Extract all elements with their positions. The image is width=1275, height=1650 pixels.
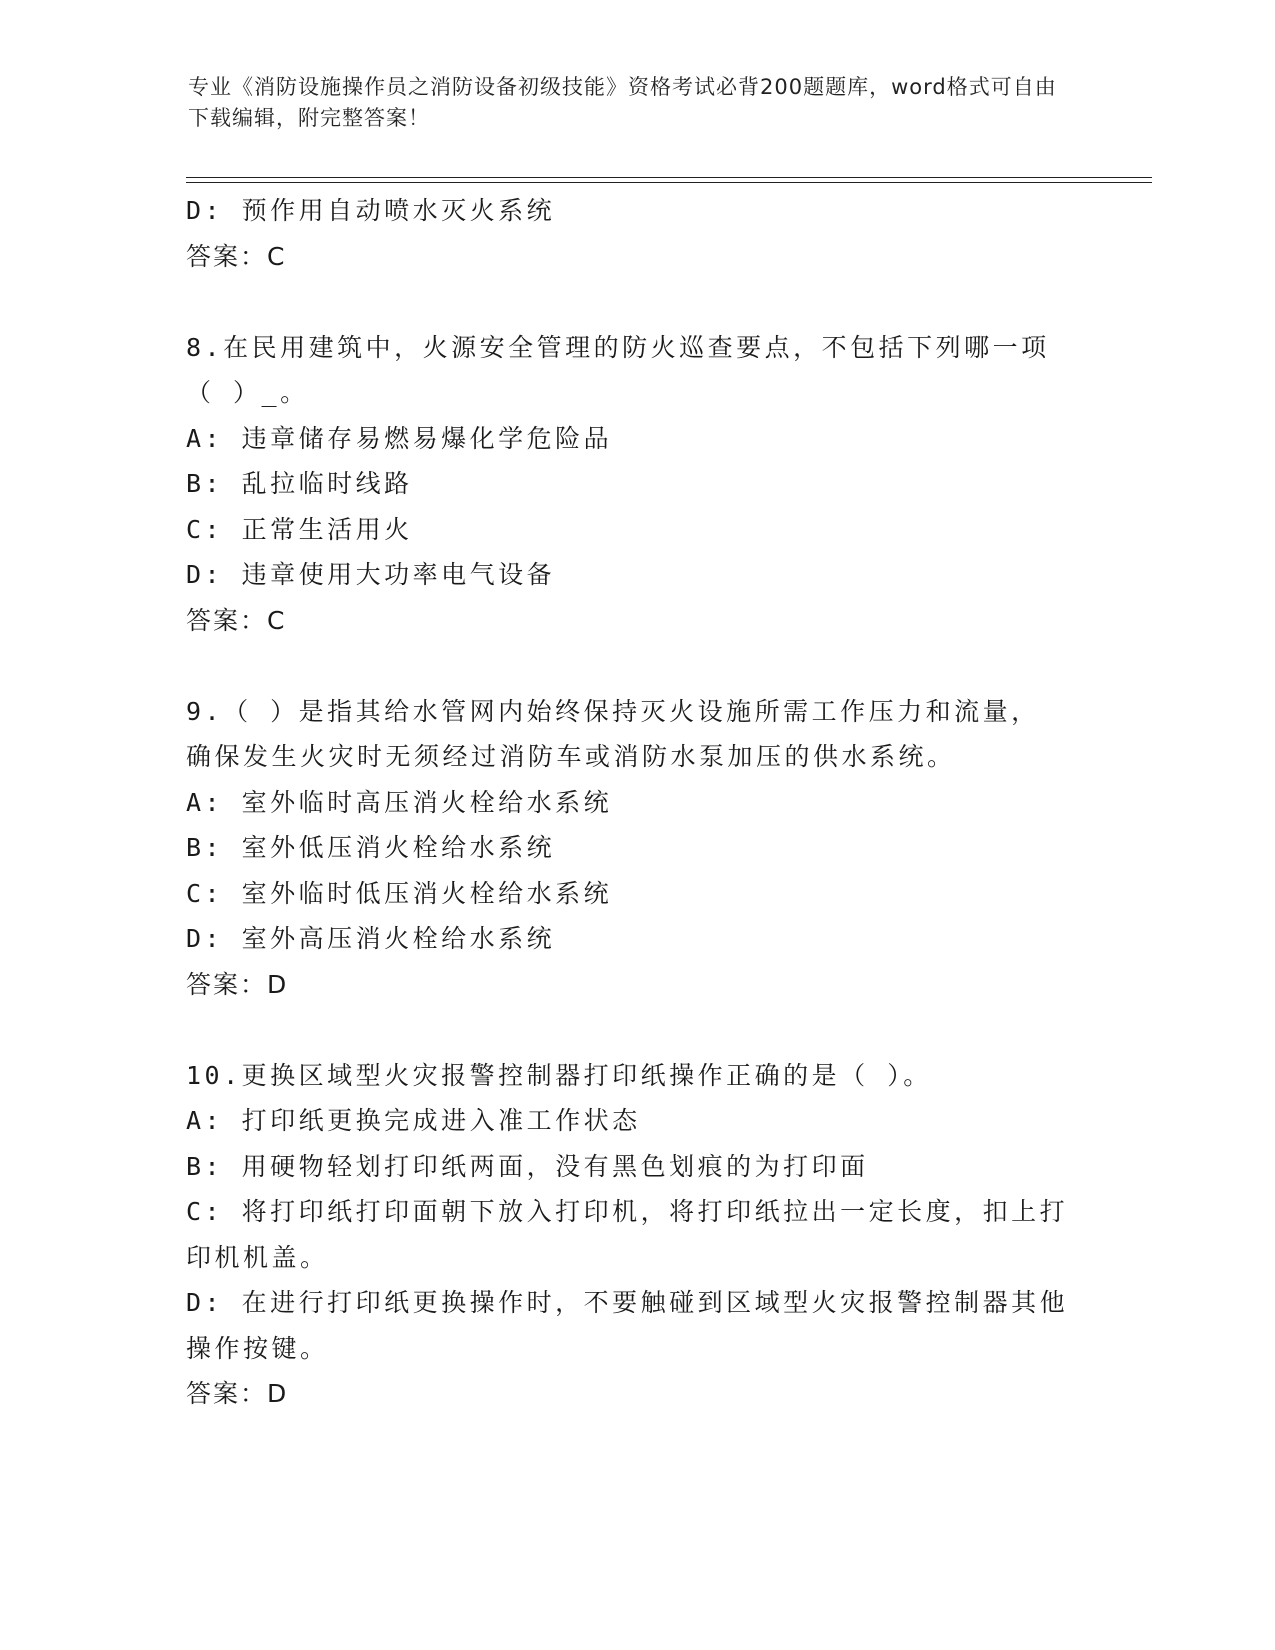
q8-answer: 答案：C xyxy=(186,605,287,635)
q9-answer: 答案：D xyxy=(186,969,289,999)
q9-option-d: D: 室外高压消火栓给水系统 xyxy=(186,924,556,953)
document-body xyxy=(186,188,1086,1417)
q9-stem-line2: 确保发生火灾时无须经过消防车或消防水泵加压的供水系统。 xyxy=(186,742,956,771)
q10-option-a: A: 打印纸更换完成进入准工作状态 xyxy=(186,1106,641,1135)
q8-option-a: A: 违章储存易燃易爆化学危险品 xyxy=(186,423,613,453)
q10-option-c-line2: 印机机盖。 xyxy=(186,1242,329,1272)
q7-answer: 答案：C xyxy=(186,241,287,271)
q10-option-c-line1: C: 将打印纸打印面朝下放入打印机，将打印纸拉出一定长度，扣上打 xyxy=(186,1197,1069,1226)
q8-stem-line1: 8.在民用建筑中，火源安全管理的防火巡查要点，不包括下列哪一项 xyxy=(186,332,1050,362)
q10-answer: 答案：D xyxy=(186,1379,289,1408)
header-rule-top xyxy=(186,177,1152,178)
document-header: 专业《消防设施操作员之消防设备初级技能》资格考试必背200题题库，word格式可自由下载编辑，附完整答案！ xyxy=(188,75,1057,130)
q9-stem-line1: 9.（ ）是指其给水管网内始终保持灭火设施所需工作压力和流量， xyxy=(186,696,1040,726)
q10-stem: 10.更换区域型火灾报警控制器打印纸操作正确的是（ ）。 xyxy=(186,1060,932,1090)
q8-option-b: B: 乱拉临时线路 xyxy=(186,469,413,498)
q10-option-d-line2: 操作按键。 xyxy=(186,1333,329,1363)
q9-option-a: A: 室外临时高压消火栓给水系统 xyxy=(186,787,613,817)
q8-option-c: C: 正常生活用火 xyxy=(186,514,413,544)
header-rule-bottom xyxy=(186,182,1152,183)
q9-option-c: C: 室外临时低压消火栓给水系统 xyxy=(186,878,613,908)
q8-option-d: D: 违章使用大功率电气设备 xyxy=(186,560,556,589)
q10-option-b: B: 用硬物轻划打印纸两面，没有黑色划痕的为打印面 xyxy=(186,1151,869,1181)
q10-option-d-line1: D: 在进行打印纸更换操作时，不要触碰到区域型火灾报警控制器其他 xyxy=(186,1288,1069,1317)
q8-stem-line2: （ ）_。 xyxy=(186,378,309,407)
spacer xyxy=(186,279,1086,325)
spacer xyxy=(186,643,1086,689)
q7-option-d: D: 预作用自动喷水灭火系统 xyxy=(186,196,556,225)
spacer xyxy=(186,1007,1086,1053)
q9-option-b: B: 室外低压消火栓给水系统 xyxy=(186,833,556,862)
